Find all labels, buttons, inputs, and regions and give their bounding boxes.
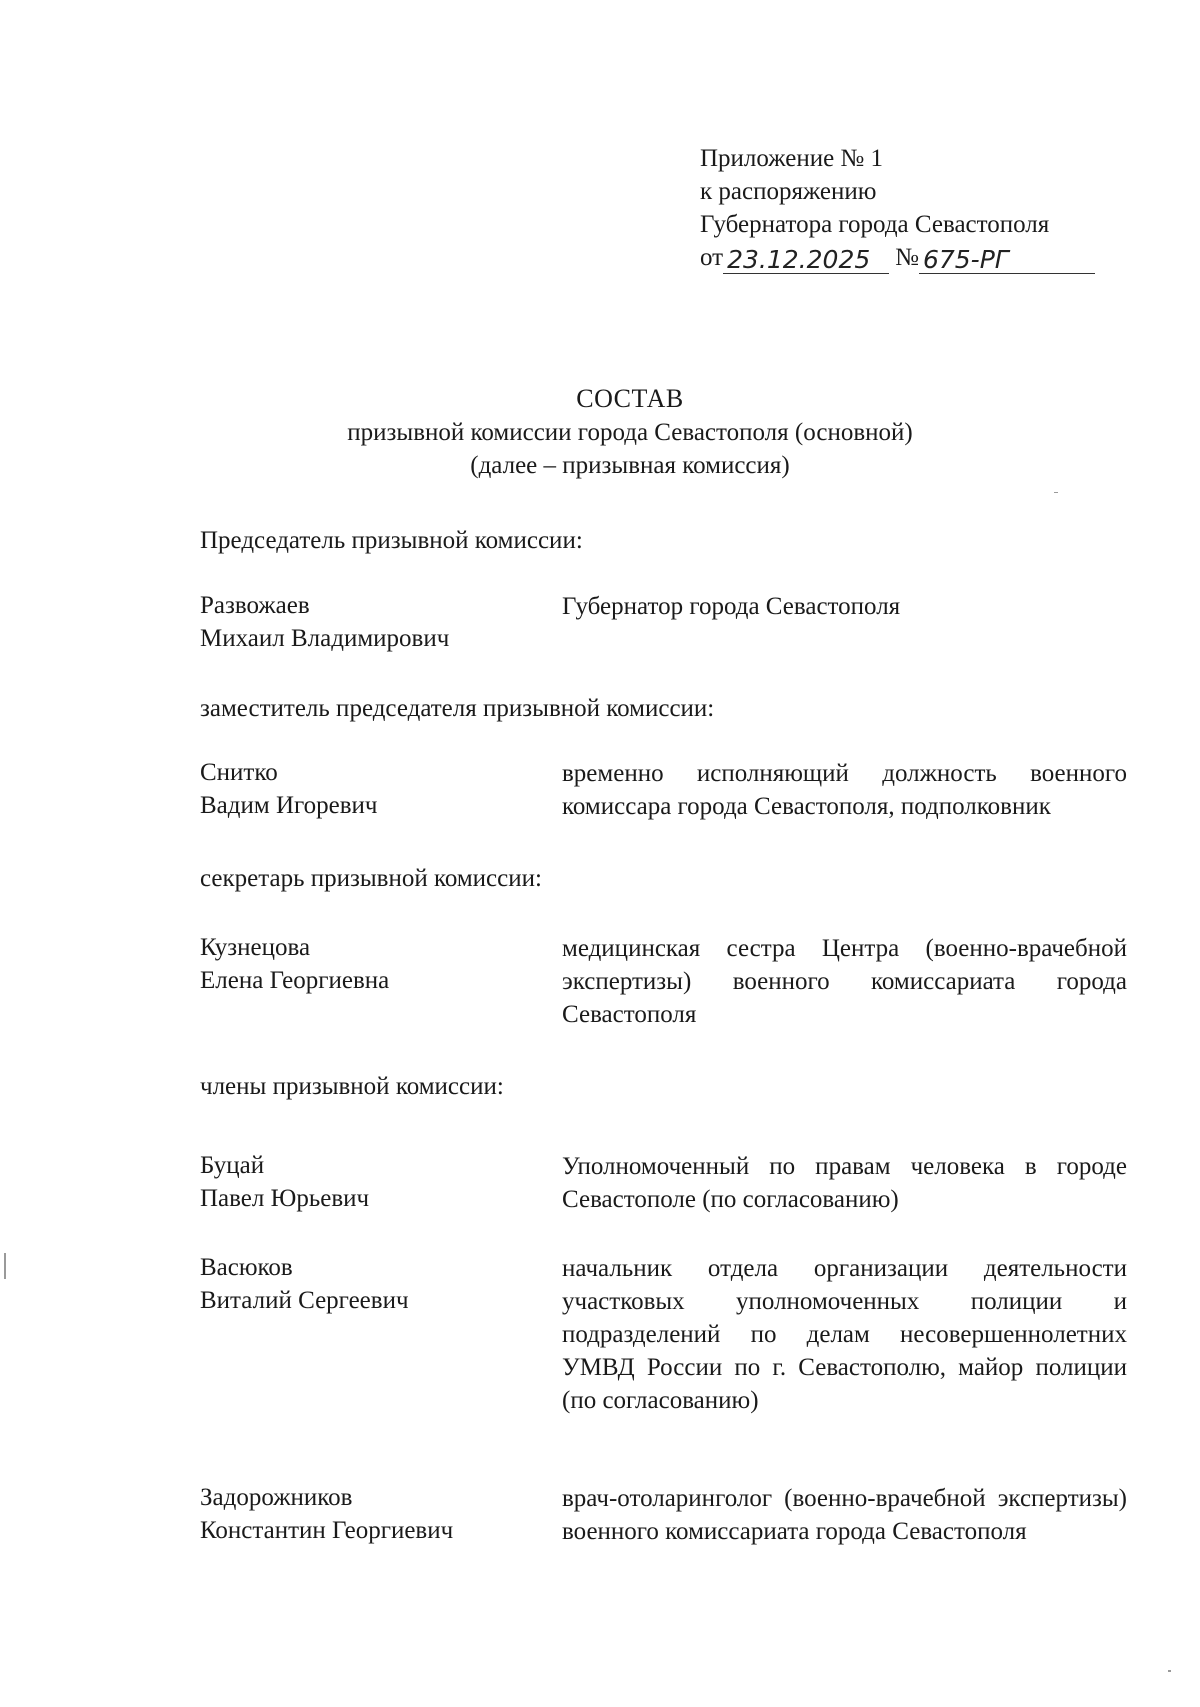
- person-given-names: Елена Георгиевна: [200, 967, 390, 994]
- person-role: Губернатор города Севастополя: [562, 593, 901, 620]
- scan-artifact: [1168, 1670, 1171, 1672]
- member-entry: [200, 1252, 1127, 1452]
- deputy-entry: [200, 757, 1127, 827]
- deputy-heading: заместитель председателя призывной комиссии:: [200, 695, 715, 722]
- scan-artifact: [4, 1253, 6, 1279]
- appendix-date-line: [700, 242, 1140, 274]
- title-subtitle: призывной комиссии города Севастополя (основной): [347, 419, 913, 446]
- person-role: временно исполняющий должность военного комиссара города Севастополя, подполковник: [562, 760, 1127, 820]
- person-given-names: Михаил Владимирович: [200, 625, 450, 652]
- person-given-names: Вадим Игоревич: [200, 792, 378, 819]
- appendix-reference: к распоряжению: [700, 178, 877, 205]
- person-name: [200, 1150, 520, 1216]
- appendix-number: Приложение № 1: [700, 145, 884, 172]
- person-name: [200, 590, 520, 656]
- person-surname: Снитко: [200, 759, 278, 786]
- appendix-header: [700, 143, 1140, 274]
- person-name: [200, 932, 520, 998]
- person-name: [200, 757, 520, 823]
- handwritten-number: 675-РГ: [919, 247, 1095, 274]
- person-role: медицинская сестра Центра (военно-врачебной экспертизы) военного комиссариата города Севастополя: [562, 935, 1127, 1028]
- secretary-entry: [200, 932, 1127, 1037]
- document-title: [200, 383, 1060, 483]
- title-note: (далее – призывная комиссия): [470, 452, 790, 479]
- person-surname: Развожаев: [200, 592, 310, 619]
- person-surname: Кузнецова: [200, 934, 311, 961]
- appendix-issuer: Губернатора города Севастополя: [700, 211, 1050, 238]
- number-sign: №: [895, 244, 919, 271]
- person-role: начальник отдела организации деятельности участковых уполномоченных полиции и подразделений по делам несовершеннолетних УМВД России по г. Севастополю, майор полиции (по согласованию): [562, 1255, 1127, 1414]
- members-heading: члены призывной комиссии:: [200, 1073, 504, 1100]
- member-entry: [200, 1482, 1127, 1587]
- member-entry: [200, 1150, 1127, 1220]
- title-main: СОСТАВ: [576, 384, 684, 413]
- person-given-names: Павел Юрьевич: [200, 1185, 370, 1212]
- secretary-heading: секретарь призывной комиссии:: [200, 865, 542, 892]
- chairman-entry: [200, 590, 1100, 660]
- person-name: [200, 1482, 520, 1548]
- person-role: врач-отоларинголог (военно-врачебной экспертизы) военного комиссариата города Севастополя: [562, 1485, 1127, 1545]
- scan-artifact: [1054, 492, 1058, 493]
- handwritten-date: 23.12.2025: [723, 247, 889, 274]
- date-prefix: от: [700, 244, 724, 271]
- person-surname: Задорожников: [200, 1484, 353, 1511]
- person-name: [200, 1252, 520, 1318]
- person-surname: Васюков: [200, 1254, 293, 1281]
- chairman-heading: Председатель призывной комиссии:: [200, 527, 583, 554]
- person-given-names: Виталий Сергеевич: [200, 1287, 409, 1314]
- person-role: Уполномоченный по правам человека в городе Севастополе (по согласованию): [562, 1153, 1127, 1213]
- person-surname: Буцай: [200, 1152, 265, 1179]
- person-given-names: Константин Георгиевич: [200, 1517, 454, 1544]
